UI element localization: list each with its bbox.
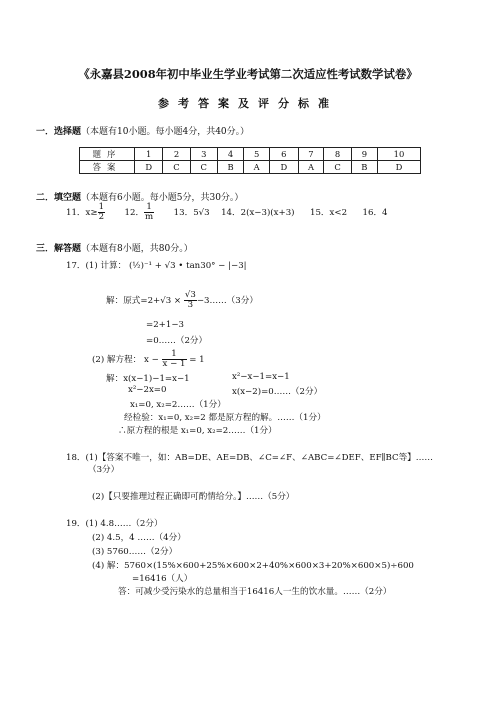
document-subtitle: 参考答案及评分标准 — [158, 97, 338, 110]
fraction: $\frac{1}{m}$ — [145, 202, 154, 222]
table-cell: D — [378, 161, 421, 174]
q18-1: 18．(1)【答案不唯一，如：AB=DE、AE=DB、∠C=∠F、∠ABC=∠DEF、EF∥BC等】…… — [66, 453, 433, 463]
q17-1-label: 17．(1) 计算： — [66, 261, 127, 271]
table-cell: 5 — [244, 148, 270, 161]
table-cell: A — [244, 161, 270, 174]
q17-2-step1b: x²−x−1=x−1 — [232, 372, 290, 382]
q17-2-label: (2) 解方程： — [92, 355, 142, 365]
document-title: 《永嘉县2008年初中毕业生学业考试第二次适应性考试数学试卷》 — [78, 67, 418, 81]
q17-1-step3: =0……（2分） — [146, 336, 208, 346]
section-3-heading — [36, 241, 193, 254]
answer-15: 15．x<2 — [310, 208, 348, 218]
q17-2-question — [92, 350, 205, 369]
table-cell: B — [217, 161, 243, 174]
answer-12: 12． — [124, 208, 145, 218]
q19-4-answer: 答：可减少受污染水的总量相当于16416人一生的饮水量。……（2分） — [118, 587, 392, 597]
section-2-note: （本题有6小题。每小题5分，共30分。） — [81, 193, 244, 203]
q17-2-step3: x₁=0, x₂=2……（1分） — [130, 400, 226, 410]
q17-1-question — [66, 259, 247, 271]
table-cell: D — [270, 161, 298, 174]
q17-1-step2: =2+1−3 — [146, 320, 185, 330]
answer-13: 13．5√3 — [173, 208, 210, 218]
solution-text: 解：原式=2+√3 × — [106, 296, 184, 306]
answer-16: 16．4 — [362, 208, 388, 218]
section-1-note: （本题有10小题。每小题4分，共40分。） — [81, 127, 250, 137]
section-2-heading — [36, 190, 243, 203]
row-label-answer: 答案 — [80, 161, 135, 174]
q17-2-step2b: x(x−2)=0……（2分） — [232, 387, 323, 397]
table-row — [80, 148, 421, 161]
fill-blank-answers — [66, 203, 388, 222]
q17-1-solution — [106, 291, 258, 310]
table-cell: 1 — [135, 148, 163, 161]
q19-4: (4) 解：5760×(15%×600+25%×600×2+40%×600×3+20%×600×5)÷600 — [92, 561, 414, 571]
table-cell: 10 — [378, 148, 421, 161]
q17-2-step1a: 解：x(x−1)−1=x−1 — [106, 374, 190, 384]
q17-2-step4: 经检验：x₁=0, x₂=2 都是原方程的解。……（1分） — [124, 413, 326, 423]
table-cell: 9 — [351, 148, 377, 161]
answer-14: 14．2(x−3)(x+3) — [221, 208, 295, 218]
equation-part: x − — [144, 355, 159, 365]
section-1-title: 一．选择题 — [36, 127, 82, 137]
q19-4-result: =16416（人） — [132, 574, 193, 584]
q19-3: (3) 5760……（2分） — [92, 547, 178, 557]
fraction: $\frac{√3}{3}$ — [184, 290, 196, 310]
section-3-note: （本题有8小题，共80分。） — [81, 244, 193, 254]
table-cell: 6 — [270, 148, 298, 161]
table-cell: C — [190, 161, 217, 174]
answer-table — [79, 147, 421, 174]
table-cell: 4 — [217, 148, 243, 161]
table-cell: D — [135, 161, 163, 174]
section-3-title: 三．解答题 — [36, 244, 82, 254]
answer-11: 11．x≥ — [66, 208, 98, 218]
table-cell: 8 — [324, 148, 351, 161]
fraction: $\frac{1}{x - 1}$ — [162, 349, 186, 369]
fraction: $\frac{1}{2}$ — [98, 202, 105, 222]
q19-1: 19．(1) 4.8……（2分） — [66, 519, 163, 529]
q17-2-step2a: x²−2x=0 — [128, 385, 167, 395]
table-cell: C — [163, 161, 190, 174]
section-2-title: 二．填空题 — [36, 193, 82, 203]
q17-2-step5: ∴原方程的根是 x₁=0, x₂=2……（1分） — [118, 426, 277, 436]
table-cell: 2 — [163, 148, 190, 161]
table-row — [80, 161, 421, 174]
table-cell: B — [351, 161, 377, 174]
table-cell: 7 — [298, 148, 324, 161]
row-label-number: 题序 — [80, 148, 135, 161]
q17-1-expression: (½)⁻¹ + √3 • tan30° − |−3| — [128, 261, 247, 271]
q18-2: (2)【只要推理过程正确即可酌情给分。】……（5分） — [92, 492, 295, 502]
q19-2: (2) 4.5，4 ……（4分） — [92, 533, 186, 543]
q18-1-score: （3分） — [88, 465, 120, 475]
table-cell: A — [298, 161, 324, 174]
solution-text: −3……（3分） — [196, 296, 258, 306]
table-cell: 3 — [190, 148, 217, 161]
equation-part: = 1 — [189, 355, 205, 365]
section-1-heading — [36, 124, 249, 137]
table-cell: C — [324, 161, 351, 174]
